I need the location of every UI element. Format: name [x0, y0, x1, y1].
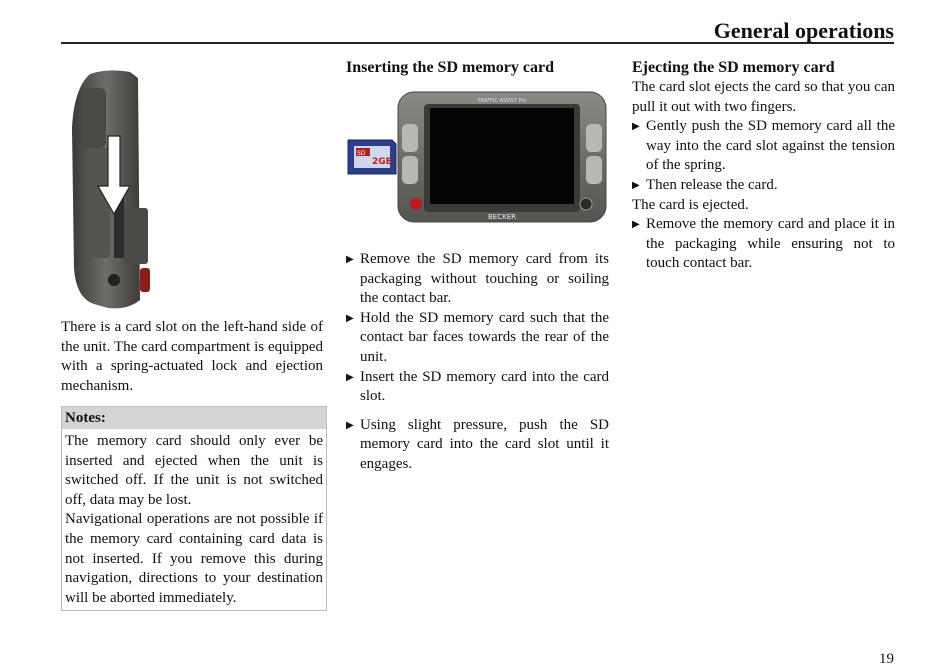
ejecting-section	[632, 58, 895, 274]
device-brand-text: BECKER	[488, 213, 516, 221]
ejecting-step: ▶ Then release the card.	[632, 176, 895, 196]
notes-paragraph: The memory card should only ever be inserted and ejected when the unit is switched off. If the unit is not switched off, data may be lost.	[65, 433, 323, 508]
page-header-title: General operations	[713, 18, 894, 43]
header-rule	[61, 42, 894, 44]
device-front-figure	[346, 88, 608, 226]
device-side-view-figure	[68, 68, 158, 312]
ejecting-intro: The card slot ejects the card so that you can pull it out with two fingers.	[632, 79, 895, 115]
notes-heading: Notes:	[62, 407, 326, 429]
notes-paragraph: Navigational operations are not possible if the memory card containing card data is not inserted. If you remove this during navigation, directions to your destination will be aborted immediately.	[65, 511, 323, 606]
ejecting-heading: Ejecting the SD memory card	[632, 59, 835, 76]
sd-card-label: SD	[357, 150, 366, 157]
device-model-text: TRAFFIC ASSIST Pro	[477, 98, 527, 104]
inserting-step: ▶ Hold the SD memory card such that the contact bar faces towards the rear of the unit.	[346, 309, 609, 368]
inserting-heading: Inserting the SD memory card	[346, 59, 554, 76]
ejecting-step: ▶ Gently push the SD memory card all the way into the card slot against the tension of the spring.	[632, 117, 895, 176]
card-slot-description: There is a card slot on the left-hand side of the unit. The card compartment is equipped with a spring-actuated lock and ejection mechanism.	[61, 319, 323, 394]
sd-card-size: 2GB	[372, 157, 393, 167]
notes-box	[61, 406, 327, 611]
inserting-step: ▶ Using slight pressure, push the SD memory card into the card slot until it engages.	[346, 416, 609, 475]
sd-card-icon	[348, 140, 396, 174]
inserting-step: ▶ Insert the SD memory card into the card slot.	[346, 368, 609, 407]
ejecting-result: The card is ejected.	[632, 196, 749, 213]
page-number: 19	[879, 651, 894, 667]
ejecting-step: ▶ Remove the memory card and place it in the packaging while ensuring not to touch contact bar.	[632, 215, 895, 274]
inserting-step: ▶ Remove the SD memory card from its packaging without touching or soiling the contact bar.	[346, 250, 609, 309]
